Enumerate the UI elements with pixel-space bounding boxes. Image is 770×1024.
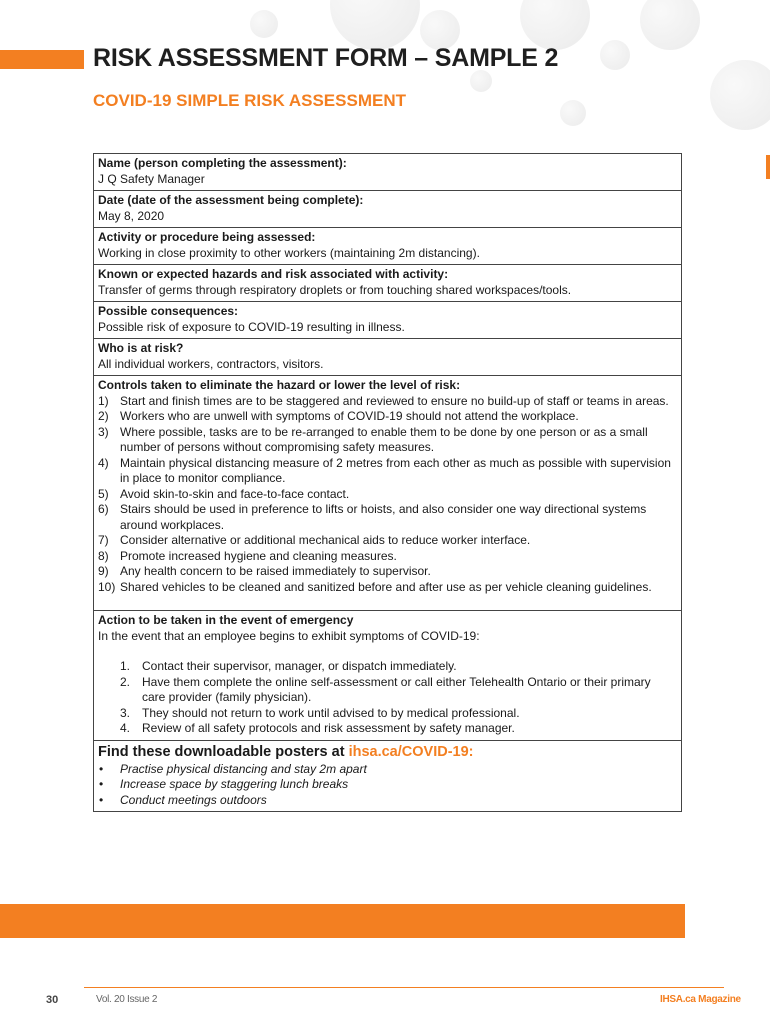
item-text: Practise physical distancing and stay 2m apart [120, 761, 367, 776]
item-text: Start and finish times are to be staggered and reviewed to ensure no build-up of staff or teams in areas. [120, 393, 669, 408]
item-text: Promote increased hygiene and cleaning measures. [120, 548, 397, 563]
hazards-label: Known or expected hazards and risk associated with activity: [98, 267, 449, 281]
consequences-field [94, 302, 681, 339]
item-text: Increase space by staggering lunch breaks [120, 777, 349, 791]
list-item [98, 456, 677, 487]
emergency-intro: In the event that an employee begins to exhibit symptoms of COVID-19: [98, 628, 480, 643]
item-number: 3) [98, 424, 109, 439]
item-number: 5) [98, 486, 109, 501]
item-number: 3. [120, 705, 131, 720]
date-field [94, 191, 681, 228]
item-number: 10) [98, 579, 116, 594]
emergency-steps-list [98, 659, 677, 737]
item-text: Have them complete the online self-assessment or call either Telehealth Ontario or their primary care provider (family physician). [142, 674, 651, 704]
who-value: All individual workers, contractors, visitors. [98, 356, 324, 371]
list-item [98, 409, 677, 425]
consequences-value: Possible risk of exposure to COVID-19 resulting in illness. [98, 319, 405, 334]
list-item [98, 533, 677, 549]
list-item [120, 706, 677, 722]
footer-band [0, 904, 685, 938]
issue-label: Vol. 20 Issue 2 [96, 994, 158, 1005]
item-number: 9) [98, 564, 109, 578]
item-text: Where possible, tasks are to be re-arranged to enable them to be done by one person or as a small number of persons without compromising safety measures. [120, 424, 648, 454]
controls-field [94, 376, 681, 611]
emergency-label: Action to be taken in the event of emergency [98, 613, 354, 627]
item-text: Workers who are unwell with symptoms of COVID-19 should not attend the workplace. [120, 409, 579, 423]
list-item [98, 793, 677, 809]
list-item [98, 762, 677, 778]
hazards-field [94, 265, 681, 302]
list-item [98, 502, 677, 533]
activity-value: Working in close proximity to other workers (maintaining 2m distancing). [98, 245, 480, 260]
list-item [98, 580, 677, 596]
list-item [98, 777, 677, 793]
item-number: 1. [120, 659, 131, 673]
background-texture [0, 0, 770, 160]
page-subtitle: COVID-19 SIMPLE RISK ASSESSMENT [93, 91, 406, 110]
item-number: 6) [98, 502, 109, 516]
list-item [98, 549, 677, 565]
activity-label: Activity or procedure being assessed: [98, 230, 316, 244]
item-text: Stairs should be used in preference to lifts or hoists, and also consider one way directional systems around workplaces. [120, 502, 647, 532]
item-number: 7) [98, 533, 109, 547]
item-number: 4) [98, 455, 109, 470]
item-text: Review of all safety protocols and risk assessment by safety manager. [142, 721, 515, 735]
item-text: Shared vehicles to be cleaned and sanitized before and after use as per vehicle cleaning guidelines. [120, 579, 652, 594]
item-text: Maintain physical distancing measure of 2 metres from each other as much as possible with supervision in place to monitor compliance. [120, 455, 671, 485]
accent-bar [0, 50, 84, 69]
magazine-label: IHSA.ca Magazine [660, 994, 741, 1005]
controls-list [98, 394, 677, 596]
bullet-icon: • [99, 792, 104, 807]
emergency-field [94, 611, 681, 741]
item-number: 1) [98, 393, 109, 408]
item-text: Consider alternative or additional mechanical aids to reduce worker interface. [120, 533, 531, 547]
item-text: Contact their supervisor, manager, or dispatch immediately. [142, 659, 457, 673]
spacer [98, 595, 677, 607]
item-number: 8) [98, 548, 109, 563]
item-number: 2. [120, 674, 131, 689]
who-label: Who is at risk? [98, 341, 184, 355]
list-item [120, 675, 677, 706]
who-at-risk-field [94, 339, 681, 376]
date-value: May 8, 2020 [98, 208, 165, 223]
posters-link[interactable]: ihsa.ca/COVID-19: [348, 743, 474, 760]
item-text: They should not return to work until advised to by medical professional. [142, 705, 520, 720]
posters-field [94, 741, 681, 812]
item-text: Conduct meetings outdoors [120, 792, 267, 807]
hazards-value: Transfer of germs through respiratory droplets or from touching shared workspaces/tools. [98, 282, 572, 297]
posters-heading [98, 743, 677, 762]
name-field [94, 154, 681, 191]
list-item [98, 564, 677, 580]
item-text: Any health concern to be raised immediately to supervisor. [120, 564, 431, 578]
footer-divider [84, 987, 724, 988]
date-label: Date (date of the assessment being complete): [98, 193, 364, 207]
bullet-icon: • [99, 761, 104, 776]
name-value: J Q Safety Manager [98, 171, 205, 186]
list-item [98, 394, 677, 410]
consequences-label: Possible consequences: [98, 304, 239, 318]
posters-prefix: Find these downloadable posters at [98, 743, 345, 760]
item-number: 2) [98, 409, 109, 423]
posters-list [98, 762, 677, 809]
list-item [120, 659, 677, 675]
risk-assessment-form [93, 153, 682, 812]
controls-label: Controls taken to eliminate the hazard or lower the level of risk: [98, 378, 461, 392]
side-accent-mark [766, 155, 770, 179]
activity-field [94, 228, 681, 265]
item-text: Avoid skin-to-skin and face-to-face contact. [120, 486, 350, 501]
name-label: Name (person completing the assessment): [98, 156, 347, 170]
page-number: 30 [46, 994, 59, 1006]
list-item [98, 425, 677, 456]
list-item [98, 487, 677, 503]
bullet-icon: • [99, 777, 104, 791]
list-item [120, 721, 677, 737]
page-title: RISK ASSESSMENT FORM – SAMPLE 2 [93, 44, 559, 72]
item-number: 4. [120, 721, 131, 735]
